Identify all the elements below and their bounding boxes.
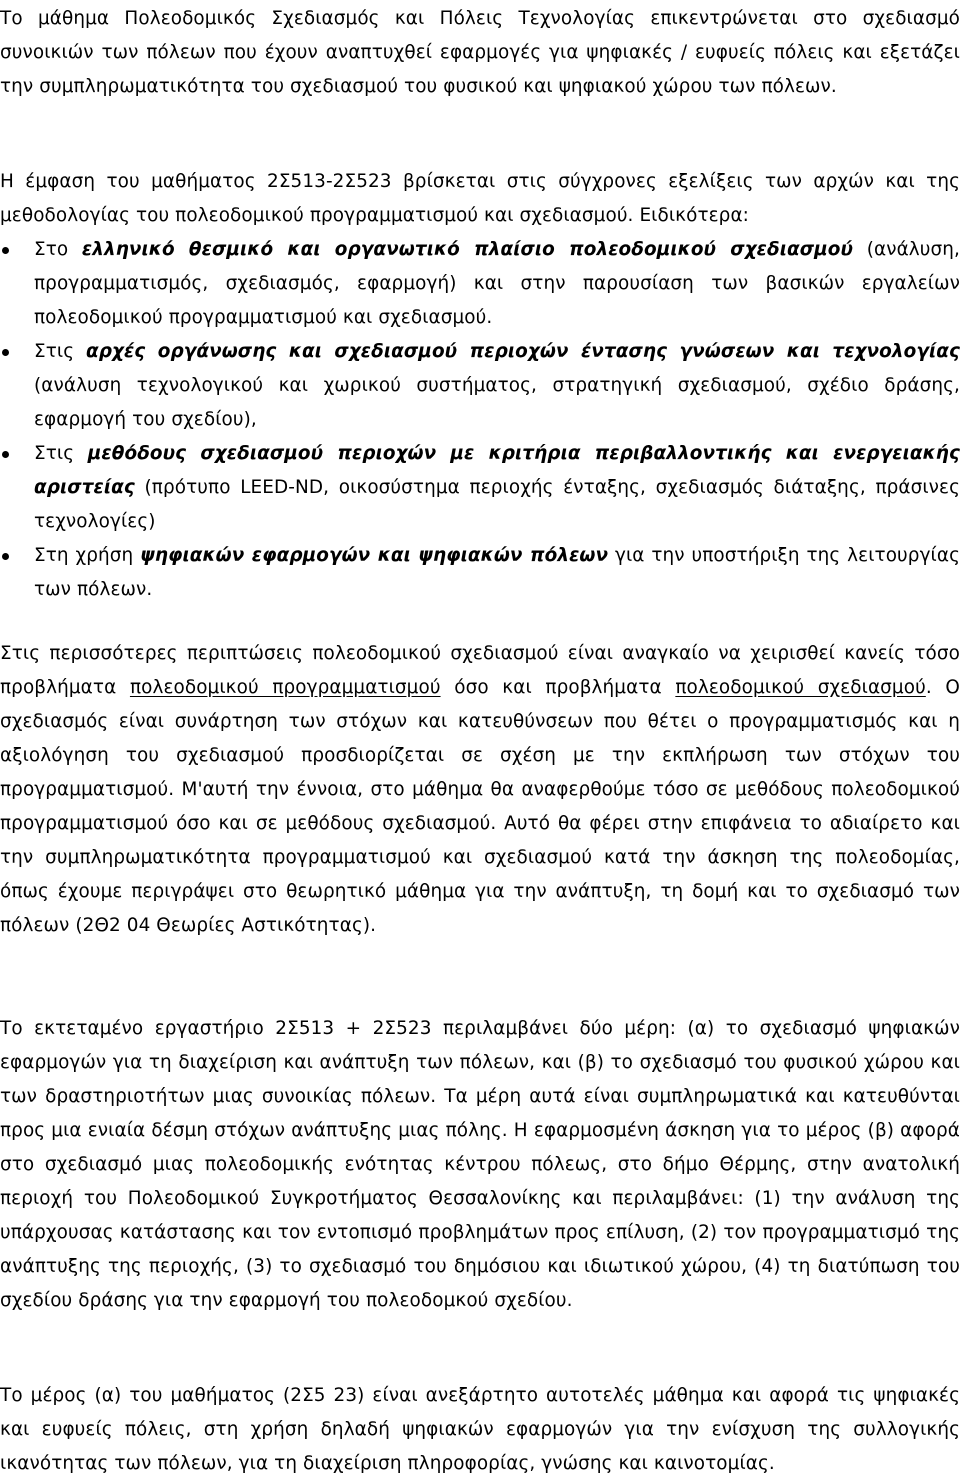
emphasis-paragraph: Η έμφαση του μαθήματος 2Σ513-2Σ523 βρίσκεται στις σύγχρονες εξελίξεις των αρχών και της μεθοδολογίας του πολεοδομικού προγραμματισμού και σχεδιασμού. Ειδικότερα: xyxy=(0,171,960,226)
bullet-item xyxy=(0,437,960,539)
underlined-term: πολεοδομικού σχεδιασμού xyxy=(675,677,926,698)
bullet-emphasis: αρχές οργάνωσης και σχεδιασμού περιοχών έντασης γνώσεων και τεχνολογίας xyxy=(85,341,960,362)
bullet-text: (ανάλυση τεχνολογικού και χωρικού συστήματος, στρατηγική σχεδιασμού, σχέδιο δράσης, εφαρμογή του σχεδίου), xyxy=(34,375,960,430)
bullet-item xyxy=(0,233,960,335)
workshop-paragraph: Το εκτεταμένο εργαστήριο 2Σ513 + 2Σ523 περιλαμβάνει δύο μέρη: (α) το σχεδιασμό ψηφιακών εφαρμογών για τη διαχείριση και ανάπτυξη των πόλεων, και (β) το σχεδιασμό του φυσικού χώρου και των δραστηριοτήτων μιας συνοικίας πόλεων. Τα μέρη αυτά είναι συμπληρωματικά και κατευθύνται προς μια ενιαία δέσμη στόχων ανάπτυξης μιας πόλης. Η εφαρμοσμένη άσκηση για το μέρος (β) αφορά στο σχεδιασμό μιας πολεοδομικής ενότητας κέντρου πόλεως, στο δήμο Θέρμης, στην ανατολική περιοχή του Πολεοδομικού Συγκροτήματος Θεσσαλονίκης και περιλαμβάνει: (1) την ανάλυση της υπάρχουσας κατάστασης και τον εντοπισμό προβλημάτων προς επίλυση, (2) τον προγραμματισμό της ανάπτυξης της περιοχής, (3) το σχεδιασμό του δημόσιου και ιδιωτικού χώρου, (4) τη διατύπωση του σχεδίου δράσης για την εφαρμογή του πολεοδομκού σχεδίου. xyxy=(0,1018,960,1311)
part-a-paragraph: Το μέρος (α) του μαθήματος (2Σ5 23) είναι ανεξάρτητο αυτοτελές μάθημα και αφορά τις ψηφιακές και ευφυείς πόλεις, στη χρήση δηλαδή ψηφιακών εφαρμογών για την ενίσχυση της συλλογικής ικανότητας των πόλεων, για τη διαχείριση πληροφορίας, γνώσης και καινοτομίας. xyxy=(0,1385,960,1474)
bullet-item xyxy=(0,335,960,437)
bullet-text: για την υποστήριξη της λειτουργίας των πόλεων. xyxy=(34,545,960,600)
bullet-text: Στη χρήση xyxy=(34,545,141,566)
bullet-text: Στις xyxy=(34,443,88,464)
paragraph-text: . Ο σχεδιασμός είναι συνάρτηση των στόχων και κατευθύνσεων που θέτει ο προγραμματισμός και η αξιολόγηση του σχεδιασμού προσδιορίζεται σε σχέση με την εκπλήρωση των στόχων του προγραμματισμού. Μ'αυτή την έννοια, στο μάθημα θα αναφερθούμε τόσο σε μεθόδους πολεοδομικού προγραμματισμού όσο και σε μεθόδους σχεδιασμού. Αυτό θα φέρει στην επιφάνεια το αδιαίρετο και την συμπληρωματικότητα προγραμματισμού και σχεδιασμού κατά την άσκηση της πολεοδομίας, όπως έχουμε περιγράψει στο θεωρητικό μάθημα για την ανάπτυξη, τη δομή και το σχεδιασμό των πόλεων (2Θ2 04 Θεωρίες Αστικότητας). xyxy=(0,677,960,936)
bullet-icon xyxy=(2,247,9,254)
bullet-text: (πρότυπο LEED-ND, οικοσύστημα περιοχής ένταξης, σχεδιασμός διάταξης, πράσινες τεχνολογίες) xyxy=(34,477,960,532)
bullet-item xyxy=(0,539,960,607)
paragraph-text: Στις περισσότερες περιπτώσεις πολεοδομικού σχεδιασμού είναι αναγκαίο να χειρισθεί κανείς τόσο προβλήματα xyxy=(0,643,960,698)
bullet-text: Στο xyxy=(34,239,82,260)
underlined-term: πολεοδομικού προγραμματισμού xyxy=(129,677,441,698)
bullet-text: Στις xyxy=(34,341,86,362)
topics-bullet-list xyxy=(0,233,960,607)
paragraph-text: όσο και προβλήματα xyxy=(440,677,676,698)
bullet-emphasis: μεθόδους σχεδιασμού περιοχών με κριτήρια περιβαλλοντικής και ενεργειακής αριστείας xyxy=(34,443,960,498)
bullet-text: (ανάλυση, προγραμματισμός, σχεδιασμός, εφαρμογή) και στην παρουσίαση των βασικών εργαλείων πολεοδομικού προγραμματισμού και σχεδιασμού. xyxy=(34,239,960,328)
planning-design-paragraph xyxy=(0,637,960,943)
bullet-icon xyxy=(2,553,9,560)
intro-paragraph: Το μάθημα Πολεοδομικός Σχεδιασμός και Πόλεις Τεχνολογίας επικεντρώνεται στο σχεδιασμό συνοικιών των πόλεων που έχουν αναπτυχθεί εφαρμογές για ψηφιακές / ευφυείς πόλεις και εξετάζει την συμπληρωματικότητα του σχεδιασμού του φυσικού και ψηφιακού χώρου των πόλεων. xyxy=(0,8,960,97)
bullet-icon xyxy=(2,349,9,356)
bullet-emphasis: ελληνικό θεσμικό και οργανωτικό πλαίσιο πολεοδομικού σχεδιασμού xyxy=(81,239,854,260)
bullet-emphasis: ψηφιακών εφαρμογών και ψηφιακών πόλεων xyxy=(140,545,609,566)
bullet-icon xyxy=(2,451,9,458)
